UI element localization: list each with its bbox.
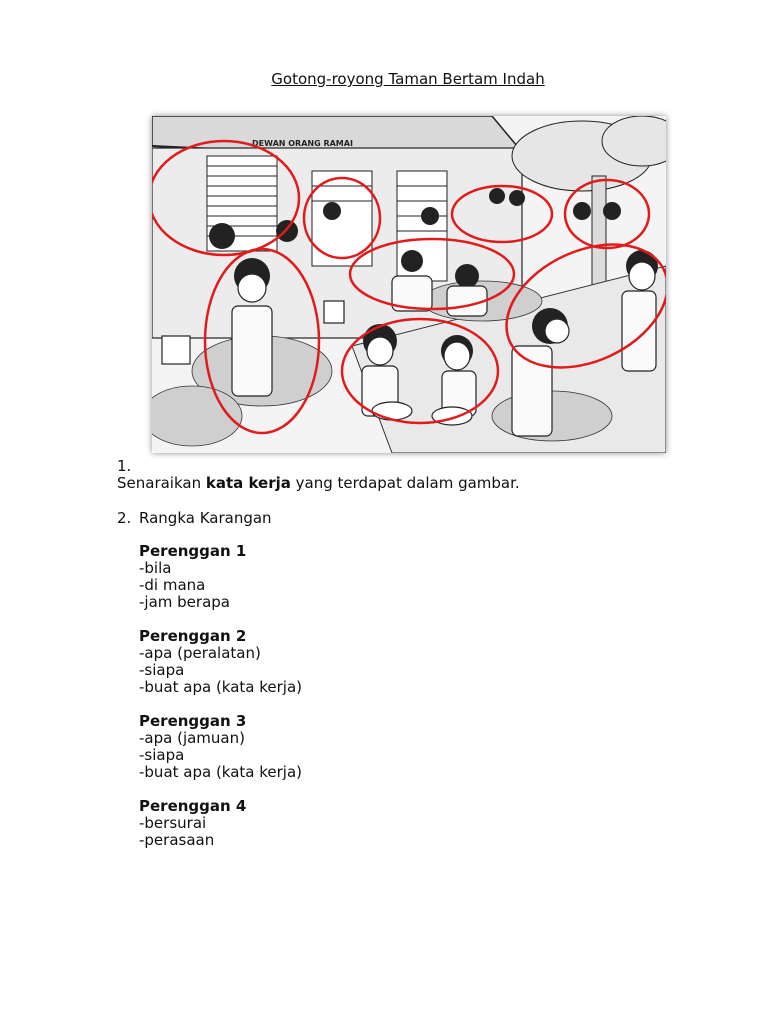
gotong-royong-illustration <box>152 116 666 453</box>
question-2-label: Rangka Karangan <box>139 509 272 527</box>
outline-item: -apa (jamuan) <box>139 729 245 747</box>
outline-item: -buat apa (kata kerja) <box>139 763 303 781</box>
outline-item: -apa (peralatan) <box>139 644 261 662</box>
outline-item: -jam berapa <box>139 593 230 611</box>
outline-item: -bila <box>139 559 172 577</box>
paragraph-outline <box>139 543 302 611</box>
outline-item: -siapa <box>139 661 185 679</box>
question-1-number: 1. <box>117 457 132 475</box>
essay-outline <box>139 543 302 866</box>
outline-item: -di mana <box>139 576 206 594</box>
question-2 <box>117 509 272 527</box>
hall-sign: DEWAN ORANG RAMAI <box>252 139 353 148</box>
paragraph-outline <box>139 713 302 781</box>
paragraph-heading: Perenggan 2 <box>139 627 247 645</box>
paragraph-outline <box>139 798 302 849</box>
outline-item: -buat apa (kata kerja) <box>139 678 303 696</box>
paragraph-heading: Perenggan 3 <box>139 712 247 730</box>
question-1-keyword: kata kerja <box>205 474 291 492</box>
outline-item: -bersurai <box>139 814 207 832</box>
question-2-number: 2. <box>117 509 132 527</box>
document-title: Gotong-royong Taman Bertam Indah <box>271 70 545 88</box>
paragraph-heading: Perenggan 4 <box>139 797 247 815</box>
question-1-text: Senaraikan kata kerja yang terdapat dalam gambar. <box>117 474 520 492</box>
paragraph-heading: Perenggan 1 <box>139 542 247 560</box>
outline-item: -perasaan <box>139 831 215 849</box>
outline-item: -siapa <box>139 746 185 764</box>
paragraph-outline <box>139 628 302 696</box>
